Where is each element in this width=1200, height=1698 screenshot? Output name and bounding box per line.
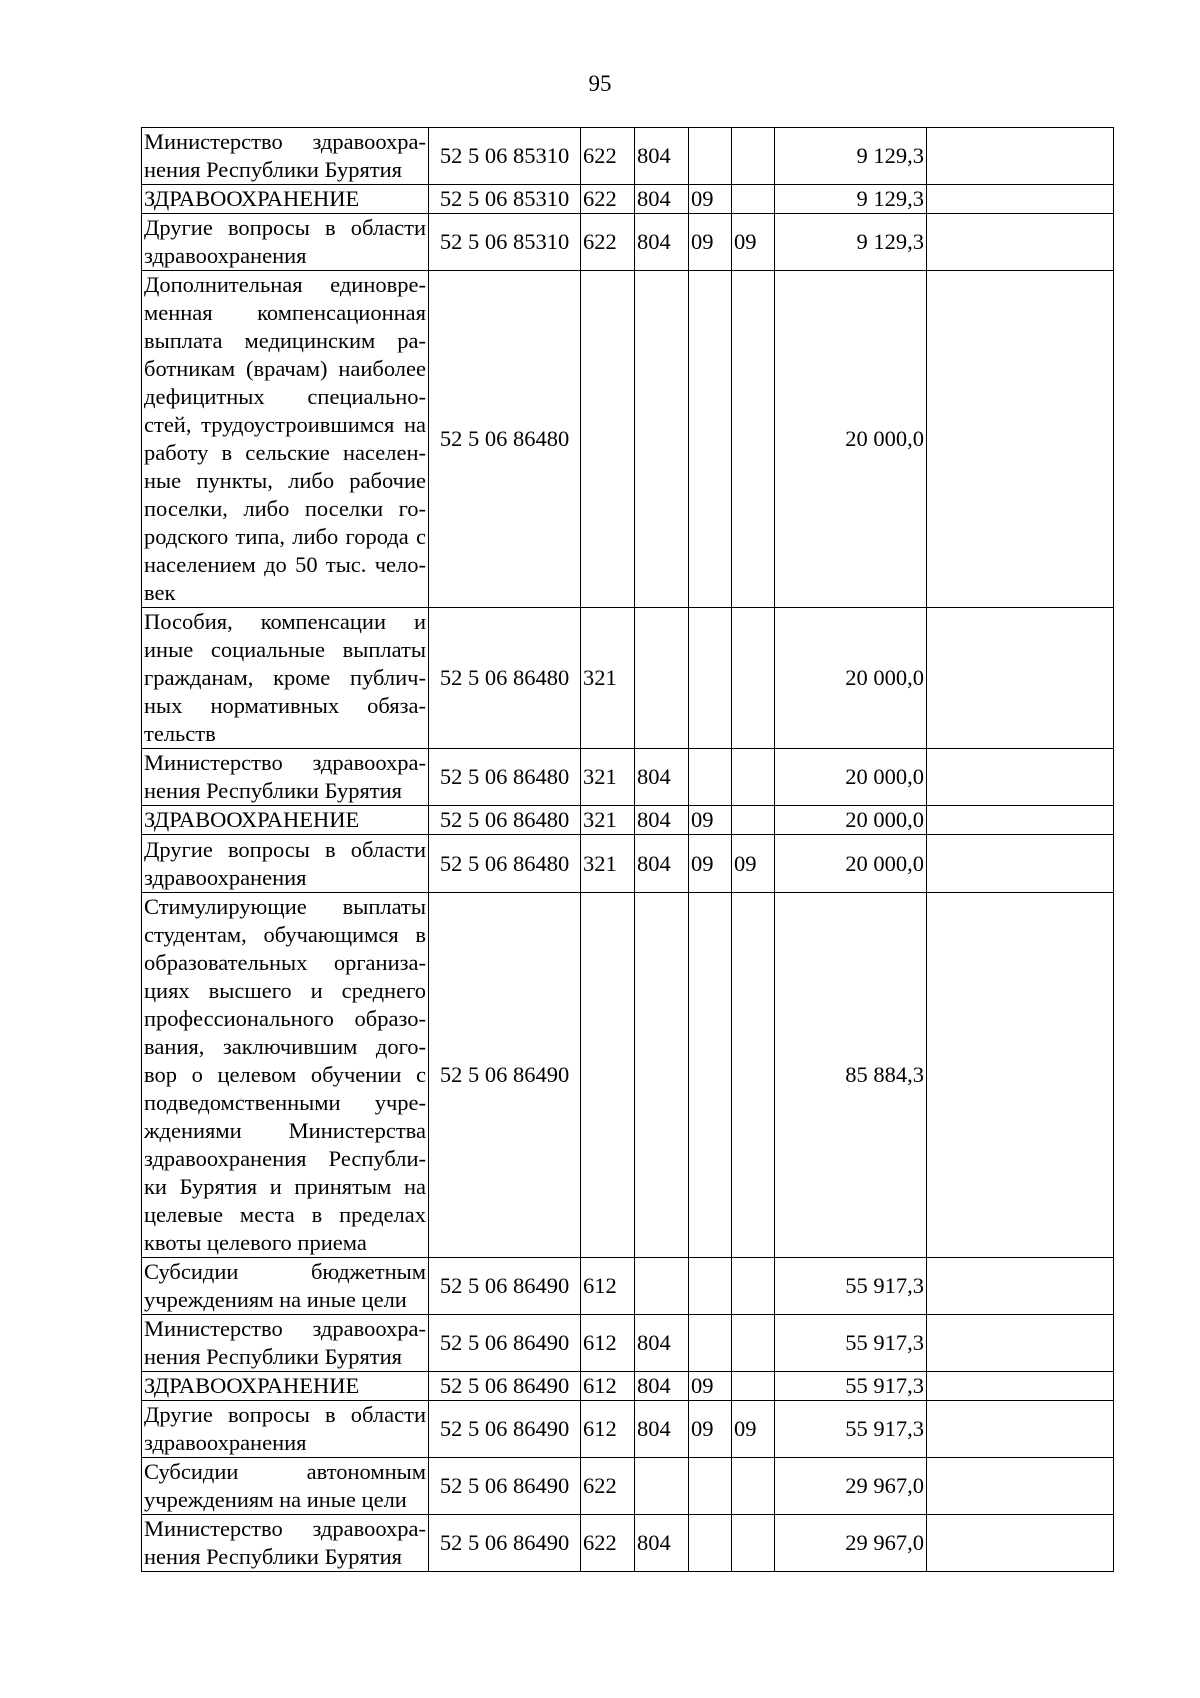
row-empty-cell [927,1372,1114,1401]
row-subsection: 09 [732,835,775,893]
row-empty-cell [927,1258,1114,1315]
row-section [689,1515,732,1572]
row-ministry [635,893,689,1258]
row-section: 09 [689,1372,732,1401]
row-section [689,1258,732,1315]
row-code: 52 5 06 86480 [429,608,581,749]
row-subsection: 09 [732,1401,775,1458]
row-expense-type: 622 [581,1515,635,1572]
row-expense-type: 622 [581,185,635,214]
row-subsection [732,749,775,806]
table-row [142,271,1114,608]
row-amount: 29 967,0 [775,1515,927,1572]
row-subsection: 09 [732,214,775,271]
row-amount: 20 000,0 [775,835,927,893]
row-name: ЗДРАВООХРАНЕНИЕ [142,806,429,835]
table-row [142,128,1114,185]
row-section [689,128,732,185]
row-section [689,893,732,1258]
row-amount: 20 000,0 [775,749,927,806]
row-code: 52 5 06 86490 [429,1458,581,1515]
row-code: 52 5 06 86480 [429,835,581,893]
row-empty-cell [927,214,1114,271]
row-empty-cell [927,1401,1114,1458]
row-amount: 55 917,3 [775,1401,927,1458]
row-expense-type: 622 [581,214,635,271]
row-code: 52 5 06 86490 [429,1401,581,1458]
row-section [689,271,732,608]
row-name: Другие вопросы в области здравоохранения [142,1401,429,1458]
row-empty-cell [927,608,1114,749]
row-name: Другие вопросы в области здравоохранения [142,835,429,893]
row-code: 52 5 06 86490 [429,1372,581,1401]
row-subsection [732,1458,775,1515]
row-name: Другие вопросы в области здравоохранения [142,214,429,271]
table-row [142,893,1114,1258]
page-number: 95 [588,71,612,96]
row-section: 09 [689,185,732,214]
row-amount: 20 000,0 [775,806,927,835]
row-subsection [732,271,775,608]
row-name: Министерство здравоохра-нения Республики Бурятия [142,1315,429,1372]
row-code: 52 5 06 85310 [429,128,581,185]
row-ministry: 804 [635,749,689,806]
row-empty-cell [927,1458,1114,1515]
row-expense-type: 612 [581,1315,635,1372]
table-row [142,1515,1114,1572]
row-expense-type: 321 [581,749,635,806]
row-subsection [732,1515,775,1572]
row-subsection [732,806,775,835]
row-ministry [635,608,689,749]
row-empty-cell [927,1515,1114,1572]
row-amount: 55 917,3 [775,1258,927,1315]
table-row [142,608,1114,749]
budget-table [141,127,1114,1572]
row-expense-type: 612 [581,1258,635,1315]
row-section: 09 [689,835,732,893]
row-code: 52 5 06 86490 [429,1258,581,1315]
row-ministry: 804 [635,1315,689,1372]
row-section: 09 [689,214,732,271]
row-subsection [732,1258,775,1315]
row-subsection [732,128,775,185]
row-subsection [732,893,775,1258]
row-expense-type [581,893,635,1258]
row-amount: 55 917,3 [775,1315,927,1372]
row-amount: 9 129,3 [775,214,927,271]
row-subsection [732,608,775,749]
row-empty-cell [927,128,1114,185]
table-row [142,749,1114,806]
row-expense-type [581,271,635,608]
table-row [142,185,1114,214]
row-name: ЗДРАВООХРАНЕНИЕ [142,1372,429,1401]
table-row [142,214,1114,271]
row-expense-type: 622 [581,1458,635,1515]
row-code: 52 5 06 85310 [429,185,581,214]
row-name: ЗДРАВООХРАНЕНИЕ [142,185,429,214]
row-section [689,749,732,806]
row-name: Субсидии бюджетным учреждениям на иные цели [142,1258,429,1315]
row-amount: 20 000,0 [775,608,927,749]
row-expense-type: 612 [581,1401,635,1458]
table-row [142,806,1114,835]
row-ministry [635,1458,689,1515]
row-amount: 9 129,3 [775,128,927,185]
row-empty-cell [927,185,1114,214]
row-name: Министерство здравоохра-нения Республики Бурятия [142,128,429,185]
row-subsection [732,1372,775,1401]
row-name: Дополнительная единовре-менная компенсационная выплата медицинским ра-ботникам (врачам) наиболее дефицитных специально-стей, трудоустроившимся на работу в сельские населен-ные пункты, либо рабочие поселки, либо поселки го-родского типа, либо города с населением до 50 тыс. чело-век [142,271,429,608]
row-ministry: 804 [635,214,689,271]
table-row [142,835,1114,893]
row-amount: 9 129,3 [775,185,927,214]
row-expense-type: 321 [581,835,635,893]
row-name: Министерство здравоохра-нения Республики Бурятия [142,1515,429,1572]
row-amount: 29 967,0 [775,1458,927,1515]
row-expense-type: 622 [581,128,635,185]
row-name: Пособия, компенсации и иные социальные выплаты гражданам, кроме публич-ных нормативных обяза-тельств [142,608,429,749]
row-empty-cell [927,1315,1114,1372]
table-row [142,1372,1114,1401]
table-row [142,1258,1114,1315]
row-ministry: 804 [635,128,689,185]
row-section [689,1458,732,1515]
row-amount: 85 884,3 [775,893,927,1258]
row-empty-cell [927,806,1114,835]
row-empty-cell [927,271,1114,608]
row-ministry: 804 [635,835,689,893]
row-subsection [732,185,775,214]
row-empty-cell [927,893,1114,1258]
row-section: 09 [689,806,732,835]
row-expense-type: 321 [581,806,635,835]
row-ministry [635,1258,689,1315]
row-code: 52 5 06 86490 [429,1315,581,1372]
row-section [689,608,732,749]
row-ministry [635,271,689,608]
row-name: Стимулирующие выплаты студентам, обучающимся в образовательных организа-циях высшего и среднего профессионального образо-вания, заключившим дого-вор о целевом обучении с подведомственными учре-ждениями Министерства здравоохранения Республи-ки Бурятия и принятым на целевые места в пределах квоты целевого приема [142,893,429,1258]
row-empty-cell [927,835,1114,893]
row-ministry: 804 [635,806,689,835]
row-ministry: 804 [635,185,689,214]
row-code: 52 5 06 85310 [429,214,581,271]
row-subsection [732,1315,775,1372]
row-expense-type: 321 [581,608,635,749]
row-code: 52 5 06 86490 [429,893,581,1258]
row-section [689,1315,732,1372]
row-amount: 55 917,3 [775,1372,927,1401]
row-empty-cell [927,749,1114,806]
row-code: 52 5 06 86480 [429,749,581,806]
row-section: 09 [689,1401,732,1458]
row-expense-type: 612 [581,1372,635,1401]
table-row [142,1458,1114,1515]
row-ministry: 804 [635,1401,689,1458]
row-code: 52 5 06 86480 [429,806,581,835]
row-name: Субсидии автономным учреждениям на иные цели [142,1458,429,1515]
table-row [142,1401,1114,1458]
row-amount: 20 000,0 [775,271,927,608]
row-ministry: 804 [635,1372,689,1401]
row-ministry: 804 [635,1515,689,1572]
row-code: 52 5 06 86480 [429,271,581,608]
row-name: Министерство здравоохра-нения Республики Бурятия [142,749,429,806]
row-code: 52 5 06 86490 [429,1515,581,1572]
table-row [142,1315,1114,1372]
